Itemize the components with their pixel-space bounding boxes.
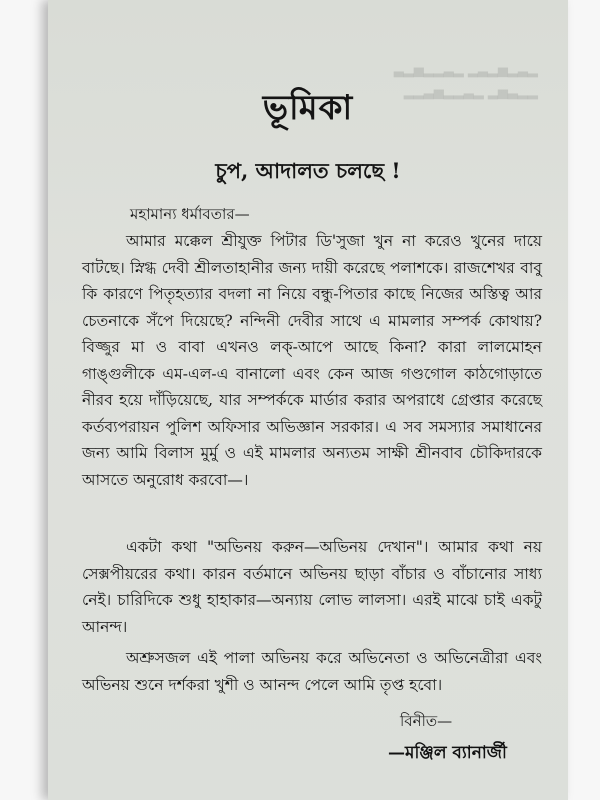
paragraph-2: একটা কথা "অভিনয় করুন—অভিনয় দেখান"। আমার কথা নয় সেক্সপীয়রের কথা। কারন বর্তমানে অভিনয় ছাড়া বাঁচার ও বাঁচানোর সাধ্য নেই। চারিদিকে শুধু হাহাকার—অন্যায় লোভ লালসা। এরই মাঝে চাই একটু আনন্দ।: [82, 538, 542, 636]
book-page: [48, 0, 568, 800]
salutation: মহামান্য ধর্মাবতার—: [130, 205, 250, 223]
paragraph-3: অশ্রুসজল এই পালা অভিনয় করে অভিনেতা ও অভিনেত্রীরা এবং অভিনয় শুনে দর্শকরা খুশী ও আনন্দ পেলে আমি তৃপ্ত হবো।: [82, 649, 542, 694]
closing-line: বিনীত—: [400, 712, 453, 730]
author-signature: —মঞ্জিল ব্যানার্জী: [388, 743, 507, 763]
paragraph-1: আমার মক্কেল শ্রীযুক্ত পিটার ডি'সুজা খুন না করেও খুনের দায়ে বাটছে। স্নিগ্ধ দেবী শ্রীলতাহানীর জন্য দায়ী করেছে পলাশকে। রাজশেখর বাবু কি কারণে পিতৃহত্যার বদলা না নিয়ে বন্ধু-পিতার কাছে নিজের অস্তিত্ব আর চেতনাকে সঁপে দিয়েছে? নন্দিনী দেবীর সাথে এ মামলার সম্পর্ক কোথায়? বিজ্জুর মা ও বাবা এখনও লক্-আপে আছে কিনা? কারা লালমোহন গাঙ্গুলীকে এম-এল-এ বানালো এবং কেন আজ গণ্ডগোল কাঠগোড়াতে নীরব হয়ে দাঁড়িয়েছে, যার সম্পর্ককে মার্ডার করার অপরাধে গ্রেপ্তার করেছে কর্তব্যপরায়ন পুলিশ অফিসার অভিজ্ঞান সরকার। এ সব সমস্যার সমাধানের জন্য আমি বিলাস মুর্মু ও এই মামলার অন্যতম সাক্ষী শ্রীনবাব চৌকিদারকে আসতে অনুরোধ করবো—।: [82, 232, 542, 489]
page-subtitle: চুপ, আদালত চলছে !: [215, 158, 401, 183]
page-title: ভূমিকা: [262, 88, 354, 128]
show-through-text: ▂▃▂▅▂▃▂ ▂▃▂▂▅▂▃ ▂▂▃▅▂ ▂▃▂▂▅▃▂▂: [393, 63, 538, 100]
